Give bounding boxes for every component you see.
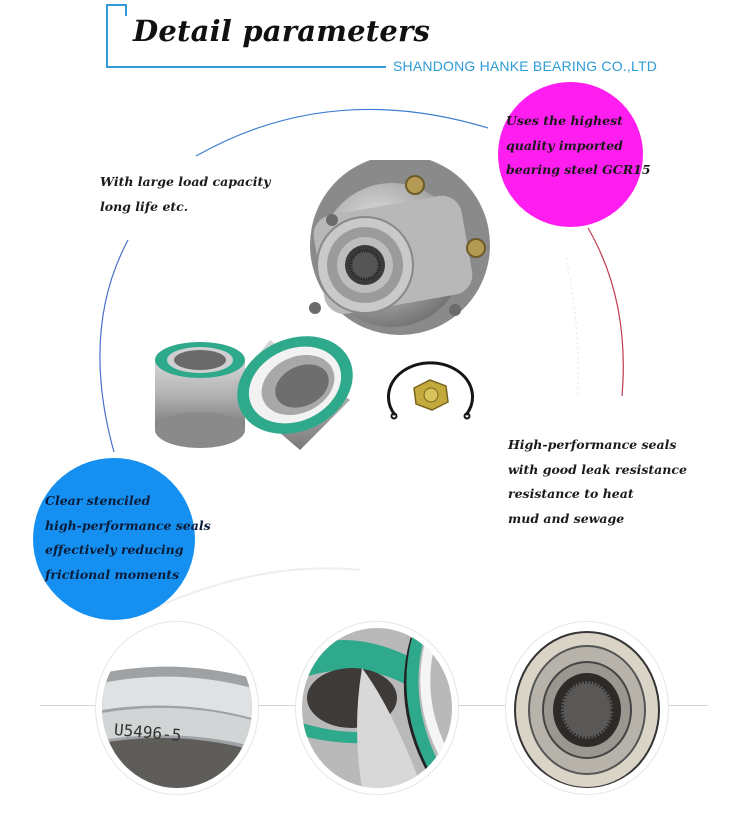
feature-line: Clear stenciled	[45, 493, 151, 508]
left-arc	[100, 240, 128, 452]
feature-stenciled	[45, 489, 211, 587]
feature-line: bearing steel GCR15	[506, 162, 651, 177]
thumbnail-seal-closeup	[296, 622, 458, 794]
feature-steel	[506, 109, 651, 183]
thumbnail-marking-closeup	[96, 622, 258, 794]
feature-line: long life etc.	[100, 198, 189, 214]
feature-seals	[508, 433, 687, 531]
svg-text:U5496-5: U5496-5	[113, 719, 183, 745]
thumbnail-hub-closeup	[506, 622, 668, 794]
feature-line: effectively reducing	[45, 542, 184, 557]
hub-assembly	[309, 160, 490, 335]
feature-line: high-performance seals	[45, 517, 211, 533]
top-arc	[196, 109, 488, 156]
hub-closeup-image	[512, 628, 662, 788]
feature-line: frictional moments	[45, 566, 180, 582]
bearing-left	[155, 342, 245, 448]
marking-closeup-image	[102, 628, 252, 788]
circlip-and-nut	[389, 363, 473, 419]
feature-line: With large load capacity	[100, 174, 271, 189]
feature-line: mud and sewage	[508, 510, 625, 526]
page-title: Detail parameters	[133, 14, 431, 48]
right-arc	[588, 228, 623, 396]
feature-line: resistance to heat	[508, 486, 634, 501]
feature-line: with good leak resistance	[508, 461, 687, 477]
feature-line: High-performance seals	[508, 437, 677, 452]
wheel-bearing-kit-image	[150, 160, 500, 460]
company-name: SHANDONG HANKE BEARING CO.,LTD	[393, 58, 658, 74]
dotted-arc	[566, 258, 578, 396]
feature-line: Uses the highest	[506, 113, 623, 128]
feature-line: quality imported	[506, 137, 623, 153]
seal-closeup-image	[302, 628, 452, 788]
